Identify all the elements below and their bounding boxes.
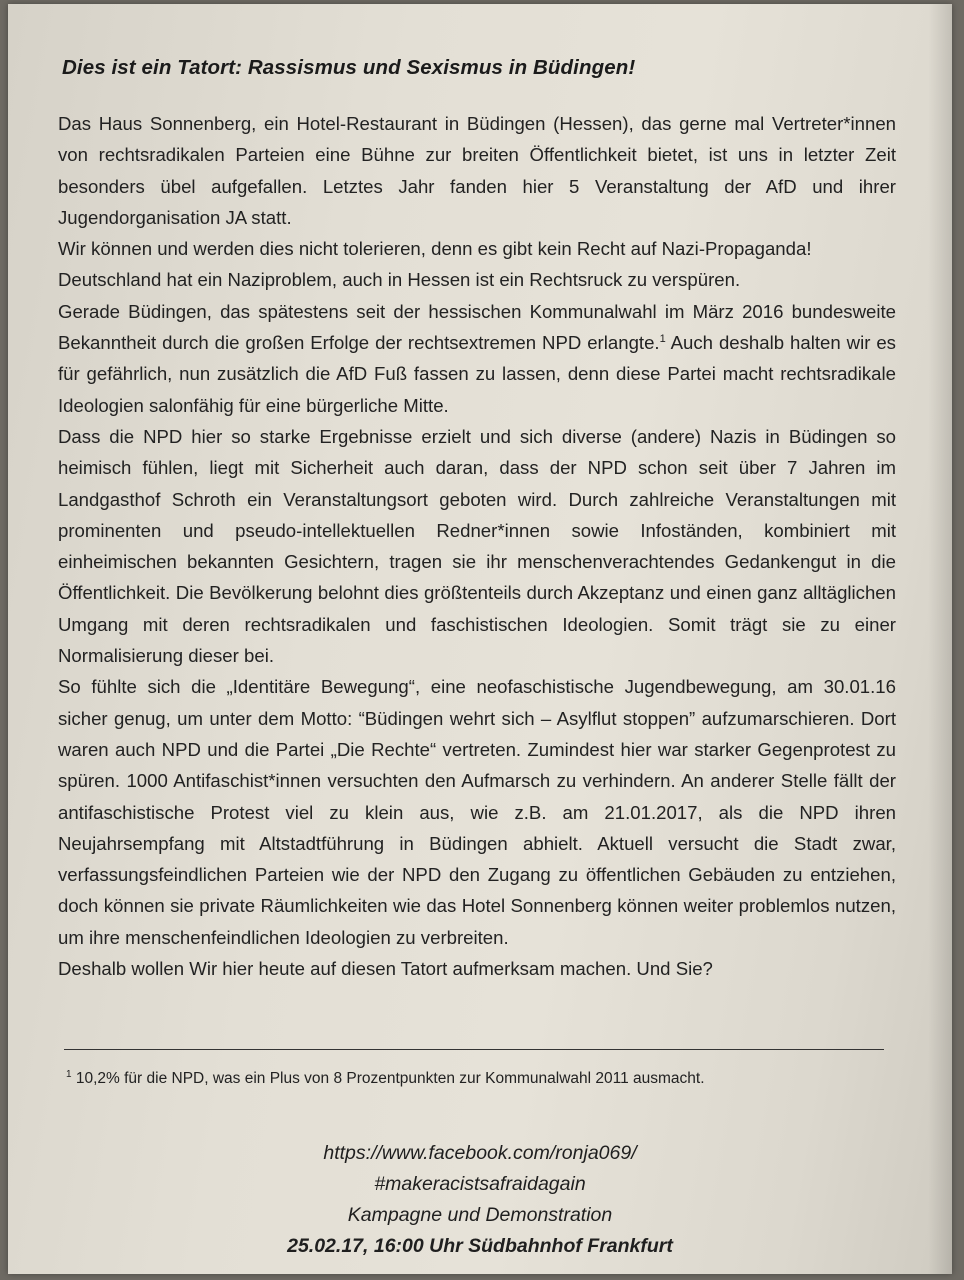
paragraph-tolerate: Wir können und werden dies nicht tolerieren, denn es gibt kein Recht auf Nazi-Propaganda! Deutschland hat ein Naziproblem, auch in Hessen ist ein Rechtsruck zu verspüren.: [58, 238, 812, 291]
flyer-page: [8, 4, 952, 1274]
paragraph-buedingen: [58, 296, 896, 421]
footnote-reference: 1: [659, 333, 666, 346]
hashtag: #makeracistsafraidagain: [374, 1173, 586, 1195]
event-line: 25.02.17, 16:00 Uhr Südbahnhof Frankfurt: [287, 1235, 673, 1257]
paragraph-hotel: Das Haus Sonnenberg, ein Hotel-Restaurant in Büdingen (Hessen), das gerne mal Vertreter*innen von rechtsradikalen Parteien eine Bühne zur breiten Öffentlichkeit bietet, ist uns in letzter Zeit besonders übel aufgefallen. Letztes Jahr fanden hier 5 Veranstaltung der AfD und ihrer Jugendorganisation JA statt.: [58, 113, 896, 228]
campaign-line: Kampagne und Demonstration: [347, 1204, 613, 1226]
body-text: [58, 108, 896, 984]
footnote-marker: 1: [66, 1069, 72, 1080]
paragraph-buedingen-end: Auch deshalb halten wir es für gefährlich, nun zusätzlich die AfD Fuß fassen zu lassen, denn diese Partei macht rechtsradikale Ideologien salonfähig für eine bürgerliche Mitte.: [58, 332, 896, 416]
paragraph-identitaere: So fühlte sich die „Identitäre Bewegung“, eine neofaschistische Jugendbewegung, am 30.01.16 sicher genug, um unter dem Motto: “Büdingen wehrt sich – Asylflut stoppen” aufzumarschieren. Dort waren auch NPD und die Partei „Die Rechte“ vertreten. Zumindest hier war starker Gegenprotest zu spüren. 1000 Antifaschist*innen versuchten den Aufmarsch zu verhindern. An anderer Stelle fällt der antifaschistische Protest viel zu klein aus, wie z.B. am 21.01.2017, als die NPD ihren Neujahrsempfang mit Altstadtführung in Büdingen abhielt. Aktuell versucht die Stadt zwar, verfassungsfeindlichen Parteien wie der NPD den Zugang zu öffentlichen Gebäuden zu entziehen, doch können sie private Räumlichkeiten wie das Hotel Sonnenberg können weiter problemlos nutzen, um ihre menschenfeindlichen Ideologien zu verbreiten.: [58, 676, 896, 948]
facebook-link: https://www.facebook.com/ronja069/: [323, 1142, 637, 1164]
flyer-footer: [8, 1138, 952, 1262]
footnote: [66, 1070, 705, 1088]
page-shadow: [928, 4, 952, 1274]
paragraph-buedingen-start: Gerade Büdingen, das spätestens seit der hessischen Kommunalwahl im März 2016 bundesweite Bekanntheit durch die großen Erfolge der rechtsextremen NPD erlangte.: [58, 300, 896, 354]
footnote-divider: [64, 1049, 884, 1050]
paragraph-closing: Deshalb wollen Wir hier heute auf diesen Tatort aufmerksam machen. Und Sie?: [58, 958, 713, 980]
flyer-title: Dies ist ein Tatort: Rassismus und Sexismus in Büdingen!: [62, 56, 636, 79]
footnote-text: 10,2% für die NPD, was ein Plus von 8 Prozentpunkten zur Kommunalwahl 2011 ausmacht.: [71, 1070, 705, 1087]
paragraph-npd: Dass die NPD hier so starke Ergebnisse erzielt und sich diverse (andere) Nazis in Büdingen so heimisch fühlen, liegt mit Sicherheit auch daran, dass der NPD schon seit über 7 Jahren im Landgasthof Schroth ein Veranstaltungsort geboten wird. Durch zahlreiche Veranstaltungen mit prominenten und pseudo-intellektuellen Redner*innen sowie Infoständen, kombiniert mit einheimischen bekannten Gesichtern, tragen sie ihr menschenverachtendes Gedankengut in die Öffentlichkeit. Die Bevölkerung belohnt dies größtenteils durch Akzeptanz und einen ganz alltäglichen Umgang mit deren rechtsradikalen und faschistischen Ideologien. Somit trägt sie zu einer Normalisierung dieser bei.: [58, 425, 896, 667]
